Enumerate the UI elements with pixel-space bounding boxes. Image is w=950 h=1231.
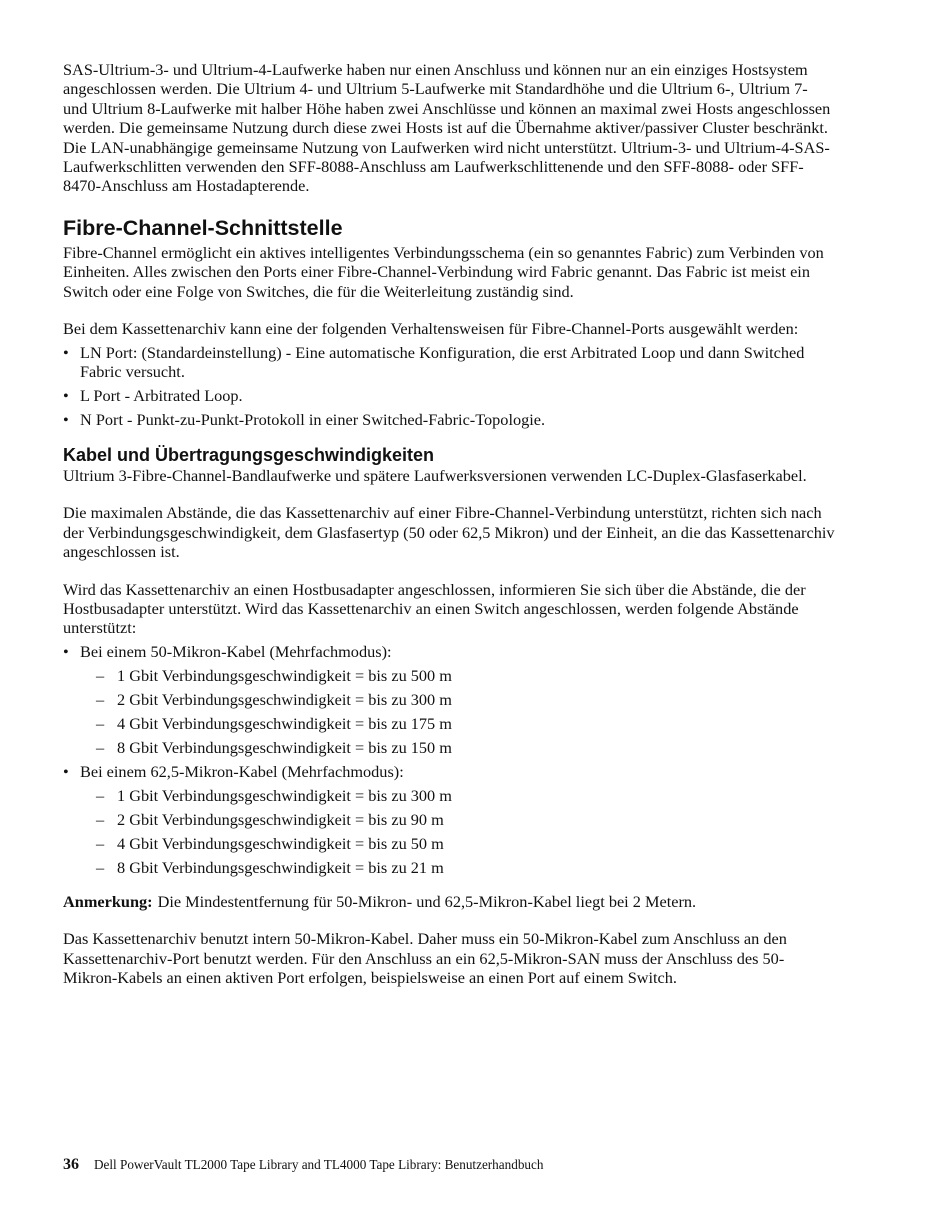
cable-paragraph-3: Wird das Kassettenarchiv an einen Hostbusadapter angeschlossen, informieren Sie sich über die Abstände, die der Hostbusadapter unterstützt. Wird das Kassettenarchiv an einen Switch angeschlossen, werden folgende Abstände unterstützt:	[63, 579, 806, 638]
cable-paragraph-4: Das Kassettenarchiv benutzt intern 50-Mikron-Kabel. Daher muss ein 50-Mikron-Kabel zum Anschluss an den Kassettenarchiv-Port benutzt werden. Für den Anschluss an ein 62,5-Mikron-SAN muss der Anschluss des 50-Mikron-Kabels an einen aktiven Port erfolgen, beispielsweise an einen Port auf einem Switch.	[63, 929, 787, 987]
speed-list-62-5-micron	[80, 786, 835, 877]
page-footer	[63, 1156, 543, 1174]
port-options-list	[63, 343, 835, 430]
cable-type-label-50-micron: Bei einem 50-Mikron-Kabel (Mehrfachmodus):	[80, 642, 392, 662]
speed-item: – 1 Gbit Verbindungsgeschwindigkeit = bis zu 500 m	[80, 666, 835, 685]
list-item-l-port: • L Port - Arbitrated Loop.	[63, 386, 835, 405]
speed-item: – 4 Gbit Verbindungsgeschwindigkeit = bis zu 175 m	[80, 714, 835, 733]
speed-item: – 8 Gbit Verbindungsgeschwindigkeit = bis zu 150 m	[80, 738, 835, 757]
list-item-50-micron	[63, 642, 835, 757]
speed-item: – 4 Gbit Verbindungsgeschwindigkeit = bis zu 50 m	[80, 834, 835, 853]
speed-item: – 1 Gbit Verbindungsgeschwindigkeit = bis zu 300 m	[80, 786, 835, 805]
speed-list-50-micron	[80, 666, 835, 757]
page-number: 36	[63, 1156, 79, 1173]
fibre-channel-paragraph-2: Bei dem Kassettenarchiv kann eine der folgenden Verhaltensweisen für Fibre-Channel-Ports ausgewählt werden:	[63, 319, 799, 339]
list-item-62-5-micron	[63, 762, 835, 877]
cable-speed-heading: Kabel und Übertragungsgeschwindigkeiten	[63, 444, 435, 465]
speed-item: – 2 Gbit Verbindungsgeschwindigkeit = bis zu 300 m	[80, 690, 835, 709]
fibre-channel-heading: Fibre-Channel-Schnittstelle	[63, 215, 343, 240]
speed-item: – 2 Gbit Verbindungsgeschwindigkeit = bis zu 90 m	[80, 810, 835, 829]
intro-paragraph: SAS-Ultrium-3- und Ultrium-4-Laufwerke haben nur einen Anschluss und können nur an ein einziges Hostsystem angeschlossen werden. Die Ultrium 4- und Ultrium 5-Laufwerke mit Standardhöhe und die Ultrium 6-, Ultrium 7- und Ultrium 8-Laufwerke mit halber Höhe haben zwei Anschlüsse und können an maximal zwei Hosts angeschlossen werden. Die gemeinsame Nutzung durch diese zwei Hosts ist auf die Übernahme aktiver/passiver Cluster beschränkt. Die LAN-unabhängige gemeinsame Nutzung von Laufwerken wird nicht unterstützt. Ultrium-3- und Ultrium-4-SAS-Laufwerkschlitten verwenden den SFF-8088-Anschluss am Laufwerkschlittenende und den SFF-8088- oder SFF-8470-Anschluss am Hostadapterende.	[63, 60, 831, 196]
cable-paragraph-1: Ultrium 3-Fibre-Channel-Bandlaufwerke und spätere Laufwerksversionen verwenden LC-Duplex-Glasfaserkabel.	[63, 465, 807, 485]
list-item-n-port: • N Port - Punkt-zu-Punkt-Protokoll in einer Switched-Fabric-Topologie.	[63, 410, 835, 429]
note	[63, 892, 835, 911]
note-label: Anmerkung:	[63, 891, 153, 911]
footer-title: Dell PowerVault TL2000 Tape Library and TL4000 Tape Library: Benutzerhandbuch	[94, 1157, 544, 1172]
note-text: Die Mindestentfernung für 50-Mikron- und 62,5-Mikron-Kabel liegt bei 2 Metern.	[157, 891, 697, 911]
list-item-ln-port: • LN Port: (Standardeinstellung) - Eine automatische Konfiguration, die erst Arbitrated Loop und dann Switched Fabric versucht.	[63, 343, 835, 382]
fibre-channel-paragraph-1: Fibre-Channel ermöglicht ein aktives intelligentes Verbindungsschema (ein so genanntes Fabric) zum Verbinden von Einheiten. Alles zwischen den Ports einer Fibre-Channel-Verbindung wird Fabric genannt. Das Fabric ist meist ein Switch oder eine Folge von Switches, die für die Weiterleitung zuständig sind.	[63, 242, 824, 301]
cable-paragraph-2: Die maximalen Abstände, die das Kassettenarchiv auf einer Fibre-Channel-Verbindung unterstützt, richten sich nach der Verbindungsgeschwindigkeit, dem Glasfasertyp (50 oder 62,5 Mikron) und der Einheit, an die das Kassettenarchiv angeschlossen ist.	[63, 503, 835, 562]
speed-item: – 8 Gbit Verbindungsgeschwindigkeit = bis zu 21 m	[80, 858, 835, 877]
cable-type-label-62-5-micron: Bei einem 62,5-Mikron-Kabel (Mehrfachmodus):	[80, 762, 404, 782]
document-page	[63, 60, 835, 987]
cable-types-list	[63, 642, 835, 877]
